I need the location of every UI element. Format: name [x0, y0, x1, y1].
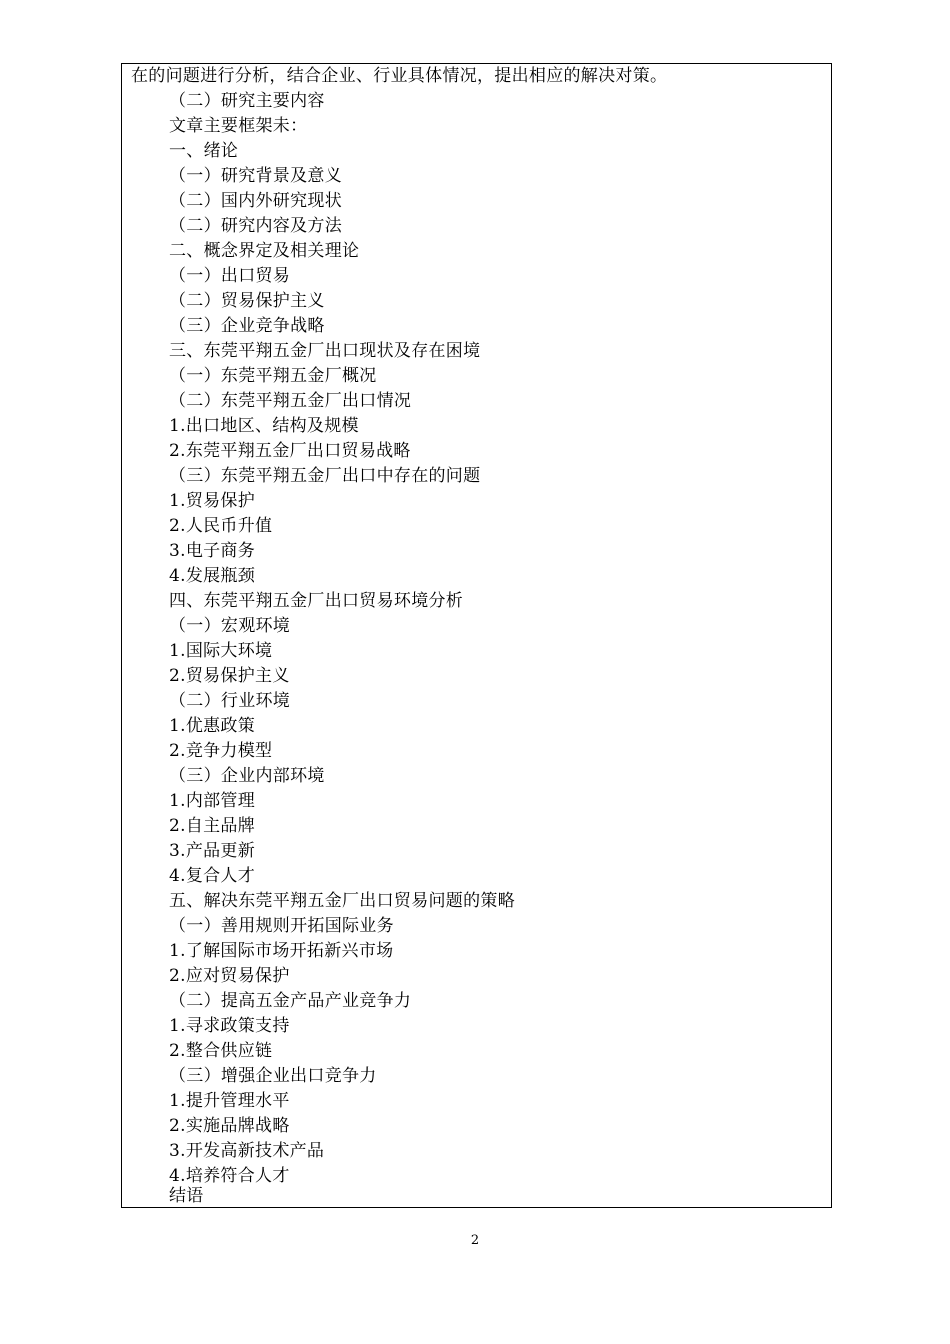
text-line: （一）东莞平翔五金厂概况	[169, 366, 377, 386]
text-line: 在的问题进行分析，结合企业、行业具体情况，提出相应的解决对策。	[131, 66, 668, 86]
text-line: 3.产品更新	[169, 841, 256, 861]
text-line: 4.发展瓶颈	[169, 566, 256, 586]
text-line: （三）增强企业出口竞争力	[169, 1066, 377, 1086]
text-line: 1.国际大环境	[169, 641, 273, 661]
text-line: 4.培养符合人才	[169, 1166, 290, 1186]
text-line: 结语	[169, 1186, 204, 1206]
text-line: 三、东莞平翔五金厂出口现状及存在困境	[169, 341, 481, 361]
page-number: 2	[470, 1233, 480, 1248]
text-line: （二）研究主要内容	[169, 91, 325, 111]
text-line: 一、绪论	[169, 141, 239, 161]
text-line: （三）企业竞争战略	[169, 316, 325, 336]
text-line: （二）研究内容及方法	[169, 216, 342, 236]
text-line: （二）行业环境	[169, 691, 291, 711]
text-line: 1.了解国际市场开拓新兴市场	[169, 941, 394, 961]
text-line: 2.竞争力模型	[169, 741, 273, 761]
text-line: 1.贸易保护	[169, 491, 256, 511]
text-line: 2.自主品牌	[169, 816, 256, 836]
text-line: （三）东莞平翔五金厂出口中存在的问题	[169, 466, 481, 486]
text-line: 1.出口地区、结构及规模	[169, 416, 359, 436]
text-line: 五、解决东莞平翔五金厂出口贸易问题的策略	[169, 891, 515, 911]
text-line: 2.整合供应链	[169, 1041, 273, 1061]
text-line: （三）企业内部环境	[169, 766, 325, 786]
text-line: 1.优惠政策	[169, 716, 256, 736]
text-line: 2.东莞平翔五金厂出口贸易战略	[169, 441, 411, 461]
text-line: 四、东莞平翔五金厂出口贸易环境分析	[169, 591, 464, 611]
text-line: 3.电子商务	[169, 541, 256, 561]
text-line: （二）贸易保护主义	[169, 291, 325, 311]
text-line: 3.开发高新技术产品	[169, 1141, 325, 1161]
text-line: 1.内部管理	[169, 791, 256, 811]
text-line: （一）出口贸易	[169, 266, 291, 286]
text-line: 2.贸易保护主义	[169, 666, 290, 686]
text-line: （一）善用规则开拓国际业务	[169, 916, 394, 936]
text-line: 文章主要框架未：	[169, 116, 308, 136]
text-line: （二）东莞平翔五金厂出口情况	[169, 391, 412, 411]
text-line: 1.寻求政策支持	[169, 1016, 290, 1036]
text-line: （一）宏观环境	[169, 616, 291, 636]
text-line: 2.人民币升值	[169, 516, 273, 536]
text-line: 2.实施品牌战略	[169, 1116, 290, 1136]
text-line: （二）国内外研究现状	[169, 191, 342, 211]
text-line: （一）研究背景及意义	[169, 166, 342, 186]
text-line: （二）提高五金产品产业竞争力	[169, 991, 412, 1011]
content-table-cell	[121, 63, 832, 1208]
text-line: 二、概念界定及相关理论	[169, 241, 360, 261]
text-line: 1.提升管理水平	[169, 1091, 290, 1111]
text-line: 4.复合人才	[169, 866, 256, 886]
text-line: 2.应对贸易保护	[169, 966, 290, 986]
